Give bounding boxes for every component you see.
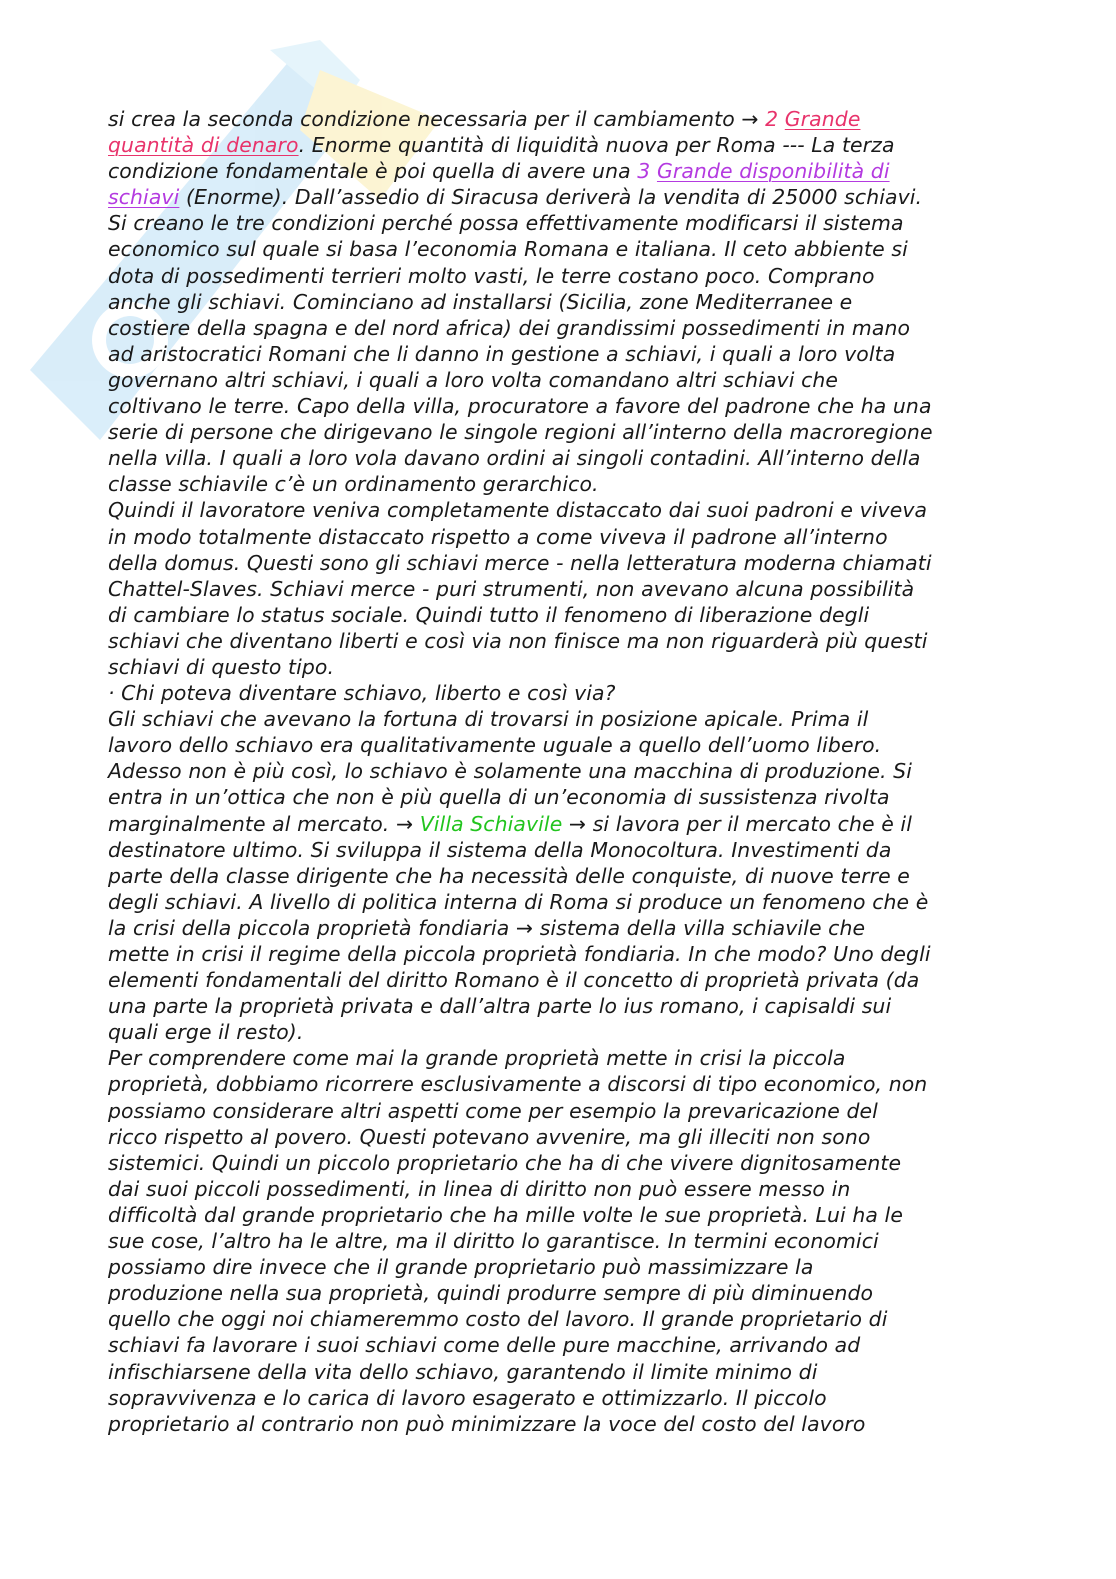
text-segment: possiamo considerare altri aspetti come per esempio la prevaricazione del: [108, 1098, 878, 1123]
text-segment: lavoro dello schiavo era qualitativamente uguale a quello dell’uomo libero.: [108, 733, 882, 758]
text-segment: economico sul quale si basa l’economia Romana e italiana. Il ceto abbiente si: [108, 237, 908, 262]
text-segment: Adesso non è più così, lo schiavo è solamente una macchina di produzione. Si: [108, 759, 912, 784]
text-line: [108, 889, 1018, 915]
text-segment: classe schiavile c’è un ordinamento gerarchico.: [108, 472, 599, 497]
text-segment: schiavi che diventano liberti e così via non finisce ma non riguarderà più questi: [108, 628, 928, 653]
text-segment: Si creano le tre condizioni perché possa effettivamente modificarsi il sistema: [108, 211, 904, 236]
text-segment: dota di possedimenti terrieri molto vasti, le terre costano poco. Comprano: [108, 263, 875, 288]
text-line: [108, 263, 1018, 289]
text-line: [108, 236, 1018, 262]
text-line: [108, 1019, 1018, 1045]
text-line: [108, 706, 1018, 732]
text-line: [108, 863, 1018, 889]
text-line: [108, 1202, 1018, 1228]
text-line: [108, 837, 1018, 863]
text-line: [108, 993, 1018, 1019]
text-line: [108, 628, 1018, 654]
green-highlight-text: Villa Schiavile: [419, 811, 563, 836]
text-line: [108, 132, 1018, 158]
text-segment: Quindi il lavoratore veniva completamente distaccato dai suoi padroni e viveva: [108, 498, 928, 523]
text-segment: sue cose, l’altro ha le altre, ma il diritto lo garantisce. In termini economici: [108, 1229, 879, 1254]
text-line: [108, 158, 1018, 184]
text-segment: governano altri schiavi, i quali a loro volta comandano altri schiavi che: [108, 367, 839, 392]
red-highlight-text: 2: [765, 107, 785, 131]
text-line: [108, 210, 1018, 236]
text-line: [108, 524, 1018, 550]
text-line: [108, 393, 1018, 419]
text-segment: possiamo dire invece che il grande proprietario può massimizzare la: [108, 1255, 814, 1280]
text-line: [108, 758, 1018, 784]
text-line: [108, 341, 1018, 367]
text-segment: coltivano le terre. Capo della villa, procuratore a favore del padrone che ha una: [108, 394, 932, 419]
purple-highlight-text: 3: [637, 159, 657, 184]
text-line: [108, 784, 1018, 810]
text-segment: produzione nella sua proprietà, quindi produrre sempre di più diminuendo: [108, 1281, 874, 1306]
text-segment: infischiarsene della vita dello schiavo, garantendo il limite minimo di: [108, 1359, 818, 1384]
text-segment: in modo totalmente distaccato rispetto a come viveva il padrone all’interno: [108, 524, 888, 549]
text-line: [108, 497, 1018, 523]
text-segment: quello che oggi noi chiameremmo costo del lavoro. Il grande proprietario di: [108, 1307, 888, 1332]
text-segment: sopravvivenza e lo carica di lavoro esagerato e ottimizzarlo. Il piccolo: [108, 1385, 827, 1410]
text-line: [108, 445, 1018, 471]
text-line: [108, 1306, 1018, 1332]
red-highlight-text: Grande: [784, 107, 861, 131]
text-line: [108, 732, 1018, 758]
text-line: [108, 1280, 1018, 1306]
document-body: [108, 106, 1018, 1437]
text-segment: dai suoi piccoli possedimenti, in linea di diritto non può essere messo in: [108, 1176, 851, 1201]
text-line: [108, 602, 1018, 628]
text-segment: la crisi della piccola proprietà fondiaria → sistema della villa schiavile che: [108, 915, 866, 940]
text-segment: . Enorme quantità di liquidità nuova per Roma --- La terza: [298, 133, 895, 158]
text-line: [108, 811, 1018, 837]
text-line: [108, 315, 1018, 341]
text-line: [108, 1332, 1018, 1358]
text-line: [108, 1359, 1018, 1385]
text-segment: · Chi poteva diventare schiavo, liberto e così via?: [108, 681, 616, 706]
text-line: [108, 367, 1018, 393]
text-segment: anche gli schiavi. Cominciano ad installarsi (Sicilia, zone Mediterranee e: [108, 289, 853, 314]
text-line: [108, 1176, 1018, 1202]
text-line: [108, 419, 1018, 445]
text-line: [108, 576, 1018, 602]
text-segment: Per comprendere come mai la grande proprietà mette in crisi la piccola: [108, 1046, 846, 1071]
text-segment: entra in un’ottica che non è più quella di un’economia di sussistenza rivolta: [108, 785, 890, 810]
text-segment: proprietà, dobbiamo ricorrere esclusivamente a discorsi di tipo economico, non: [108, 1072, 928, 1097]
text-line: [108, 106, 1018, 132]
purple-highlight-text: Grande disponibilità di: [656, 159, 890, 184]
text-segment: nella villa. I quali a loro vola davano ordini ai singoli contadini. All’interno della: [108, 446, 921, 471]
text-segment: Gli schiavi che avevano la fortuna di trovarsi in posizione apicale. Prima il: [108, 707, 869, 732]
text-segment: condizione fondamentale è poi quella di avere una: [108, 159, 638, 184]
text-segment: serie di persone che dirigevano le singole regioni all’interno della macroregione: [108, 420, 933, 445]
text-segment: si crea la seconda condizione necessaria per il cambiamento →: [108, 107, 766, 131]
text-segment: proprietario al contrario non può minimizzare la voce del costo del lavoro: [108, 1411, 866, 1436]
text-segment: Chattel-Slaves. Schiavi merce - puri strumenti, non avevano alcuna possibilità: [108, 576, 915, 601]
text-segment: → si lavora per il mercato che è il: [562, 811, 912, 836]
text-segment: schiavi fa lavorare i suoi schiavi come delle pure macchine, arrivando ad: [108, 1333, 861, 1358]
text-line: [108, 1045, 1018, 1071]
text-segment: ad aristocratici Romani che li danno in gestione a schiavi, i quali a loro volta: [108, 341, 896, 366]
text-line: [108, 967, 1018, 993]
text-line: [108, 680, 1018, 706]
text-line: [108, 289, 1018, 315]
purple-highlight-text: schiavi: [108, 185, 180, 210]
text-segment: difficoltà dal grande proprietario che ha mille volte le sue proprietà. Lui ha le: [108, 1202, 903, 1227]
text-segment: destinatore ultimo. Si sviluppa il sistema della Monocoltura. Investimenti da: [108, 837, 892, 862]
text-line: [108, 1254, 1018, 1280]
text-line: [108, 550, 1018, 576]
text-line: [108, 915, 1018, 941]
text-segment: (Enorme). Dall’assedio di Siracusa deriverà la vendita di 25000 schiavi.: [179, 185, 923, 210]
text-line: [108, 1098, 1018, 1124]
text-line: [108, 1411, 1018, 1437]
text-segment: schiavi di questo tipo.: [108, 654, 335, 679]
text-segment: costiere della spagna e del nord africa) dei grandissimi possedimenti in mano: [108, 315, 911, 340]
text-segment: quali erge il resto).: [108, 1020, 304, 1045]
text-segment: della domus. Questi sono gli schiavi merce - nella letteratura moderna chiamati: [108, 550, 932, 575]
text-line: [108, 1071, 1018, 1097]
text-segment: mette in crisi il regime della piccola proprietà fondiaria. In che modo? Uno degli: [108, 942, 931, 966]
text-segment: una parte la proprietà privata e dall’altra parte lo ius romano, i capisaldi sui: [108, 994, 892, 1019]
text-line: [108, 1124, 1018, 1150]
text-line: [108, 184, 1018, 210]
text-segment: di cambiare lo status sociale. Quindi tutto il fenomeno di liberazione degli: [108, 602, 870, 627]
text-segment: ricco rispetto al povero. Questi potevano avvenire, ma gli illeciti non sono: [108, 1124, 871, 1149]
text-segment: elementi fondamentali del diritto Romano è il concetto di proprietà privata (da: [108, 968, 920, 993]
text-line: [108, 471, 1018, 497]
text-line: [108, 1228, 1018, 1254]
red-highlight-text: quantità di denaro: [108, 133, 299, 158]
text-line: [108, 1150, 1018, 1176]
text-segment: parte della classe dirigente che ha necessità delle conquiste, di nuove terre e: [108, 863, 910, 888]
text-segment: sistemici. Quindi un piccolo proprietario che ha di che vivere dignitosamente: [108, 1150, 902, 1175]
text-segment: marginalmente al mercato. →: [108, 811, 420, 836]
text-segment: degli schiavi. A livello di politica interna di Roma si produce un fenomeno che è: [108, 889, 929, 914]
text-line: [108, 941, 1018, 967]
text-line: [108, 1385, 1018, 1411]
text-line: [108, 654, 1018, 680]
